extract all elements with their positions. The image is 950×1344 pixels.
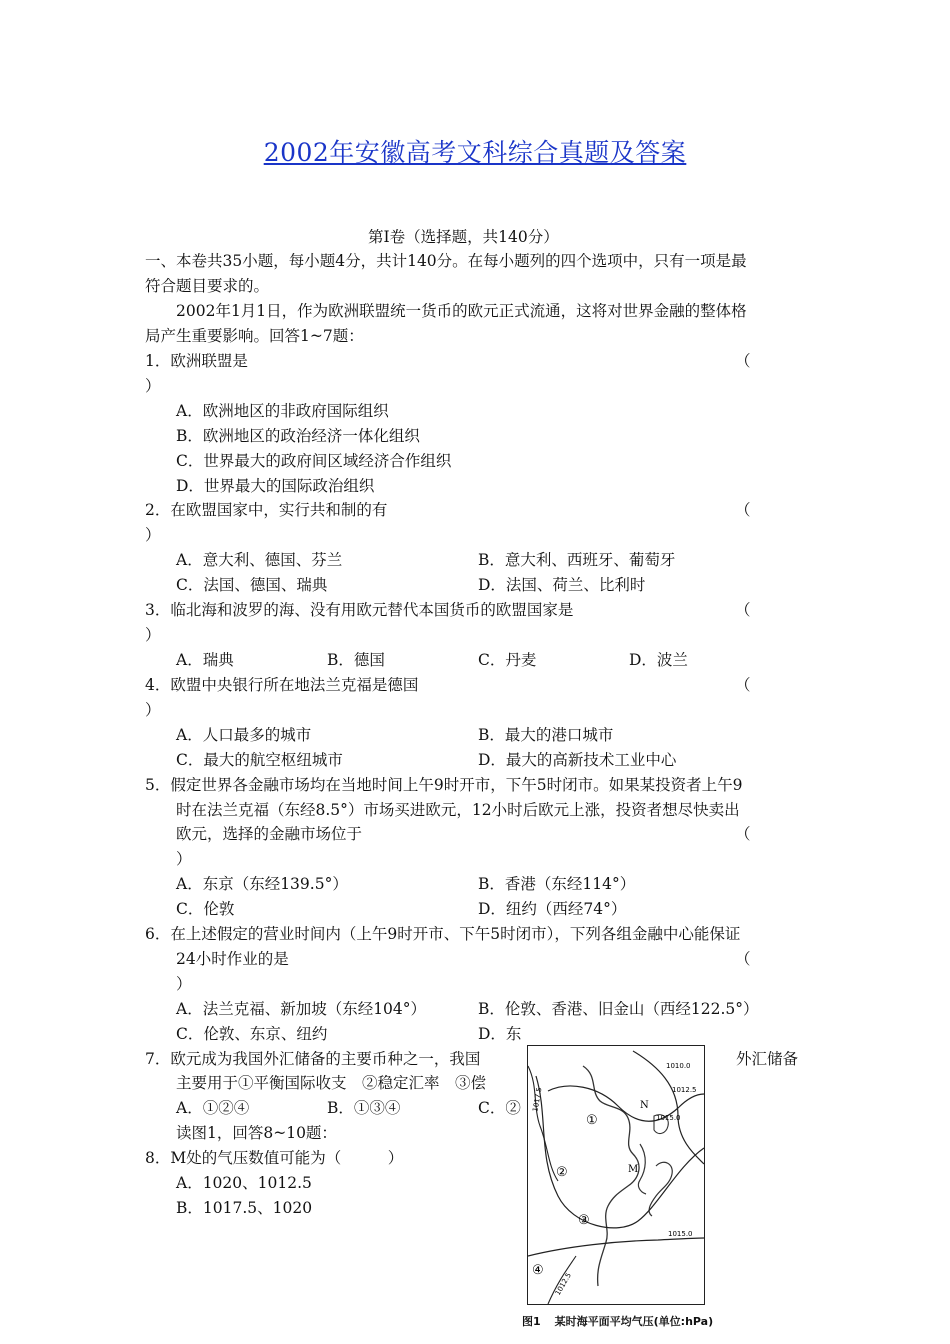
q1-paren-open: （ xyxy=(735,352,751,370)
isobar-label-1010: 1010.0 xyxy=(666,1062,691,1070)
q6-option-d: D．东 xyxy=(478,1025,522,1043)
q6-stem-line-2: 24小时作业的是 xyxy=(176,950,289,968)
figure-caption-number: 图1 xyxy=(522,1315,541,1328)
islands xyxy=(649,1162,672,1216)
point-4-label: ④ xyxy=(532,1263,544,1278)
isobar-label-1017-5: 1017.5 xyxy=(531,1086,544,1113)
q4-option-a: A．人口最多的城市 xyxy=(176,726,312,744)
q7-stem-line-1: 7．欧元成为我国外汇储备的主要币种之一，我国 xyxy=(145,1050,481,1068)
q5-stem-line-3: 欧元，选择的金融市场位于 xyxy=(176,825,363,843)
q6-option-b: B．伦敦、香港、旧金山（西经122.5°） xyxy=(478,1000,759,1018)
q3-option-d: D．波兰 xyxy=(629,651,688,669)
page-title: 2002年安徽高考文科综合真题及答案 xyxy=(263,138,687,167)
q7-option-c: C．② xyxy=(478,1099,521,1117)
q6-paren-close: ） xyxy=(176,975,192,993)
q7-stem-line-2: 主要用于①平衡国际收支 ②稳定汇率 ③偿 xyxy=(176,1074,487,1092)
point-1-label: ① xyxy=(586,1113,598,1128)
q4-option-d: D．最大的高新技术工业中心 xyxy=(478,751,677,769)
point-m-label: M xyxy=(628,1164,639,1175)
q5-paren-open: （ xyxy=(735,825,751,843)
q5-paren-close: ） xyxy=(176,850,192,868)
q1-option-c: C．世界最大的政府间区域经济合作组织 xyxy=(176,452,452,470)
q1-stem: 1．欧洲联盟是 xyxy=(145,352,248,370)
q2-stem: 2．在欧盟国家中，实行共和制的有 xyxy=(145,501,388,519)
coastline xyxy=(583,1066,639,1286)
q1-option-b: B．欧洲地区的政治经济一体化组织 xyxy=(176,427,420,445)
isobar-label-1015-b: 1015.0 xyxy=(668,1230,693,1238)
passage-line-1: 2002年1月1日，作为欧洲联盟统一货币的欧元正式流通，这将对世界金融的整体格 xyxy=(176,302,747,320)
q4-stem: 4．欧盟中央银行所在地法兰克福是德国 xyxy=(145,676,419,694)
q2-option-b: B．意大利、西班牙、葡萄牙 xyxy=(478,551,676,569)
q1-option-a: A．欧洲地区的非政府国际组织 xyxy=(176,402,389,420)
q6-paren-open: （ xyxy=(735,950,751,968)
isobar-map xyxy=(528,1046,704,1304)
q8-option-a: A．1020、1012.5 xyxy=(176,1174,312,1192)
q8-intro: 读图1，回答8~10题： xyxy=(176,1124,337,1142)
q2-paren-close: ） xyxy=(145,526,161,544)
isobar-1015-a xyxy=(536,1076,704,1228)
q7-stem-line-1-tail: 外汇储备 xyxy=(736,1050,799,1068)
q8-option-b: B．1017.5、1020 xyxy=(176,1199,313,1217)
q3-option-b: B．德国 xyxy=(327,651,385,669)
isobar-label-1012-5-b: 1012.5 xyxy=(553,1271,573,1297)
q6-stem-line-1: 6．在上述假定的营业时间内（上午9时开市、下午5时闭市），下列各组金融中心能保证 xyxy=(145,925,741,943)
q2-option-a: A．意大利、德国、芬兰 xyxy=(176,551,343,569)
q5-option-a: A．东京（东经139.5°） xyxy=(176,875,348,893)
q5-option-c: C．伦敦 xyxy=(176,900,235,918)
q3-option-a: A．瑞典 xyxy=(176,651,234,669)
point-2-label: ② xyxy=(556,1165,568,1180)
q1-option-d: D．世界最大的国际政治组织 xyxy=(176,477,375,495)
section-header: 第Ⅰ卷（选择题，共140分） xyxy=(368,228,559,246)
q5-stem-line-2: 时在法兰克福（东经8.5°）市场买进欧元，12小时后欧元上涨，投资者想尽快卖出 xyxy=(176,801,740,819)
q4-paren-open: （ xyxy=(735,676,751,694)
q1-paren-close: ） xyxy=(145,377,161,395)
q8-stem: 8．M处的气压数值可能为（ ） xyxy=(145,1149,404,1167)
isobar-label-1012-5: 1012.5 xyxy=(672,1086,697,1094)
q2-option-d: D．法国、荷兰、比利时 xyxy=(478,576,646,594)
q6-option-c: C．伦敦、东京、纽约 xyxy=(176,1025,328,1043)
isobar-label-1015: 1015.0 xyxy=(656,1114,681,1122)
isobar-map-figure xyxy=(527,1045,705,1305)
passage-line-2: 局产生重要影响。回答1~7题： xyxy=(145,327,364,345)
figure-caption xyxy=(522,1313,713,1329)
q7-option-a: A．①②④ xyxy=(176,1099,250,1117)
q4-option-b: B．最大的港口城市 xyxy=(478,726,614,744)
q5-stem-line-1: 5．假定世界各金融市场均在当地时间上午9时开市，下午5时闭市。如果某投资者上午9 xyxy=(145,776,743,794)
q5-option-b: B．香港（东经114°） xyxy=(478,875,636,893)
figure-caption-text: 某时海平面平均气压(单位:hPa) xyxy=(554,1315,714,1328)
q3-stem: 3．临北海和波罗的海、没有用欧元替代本国货币的欧盟国家是 xyxy=(145,601,574,619)
q2-option-c: C．法国、德国、瑞典 xyxy=(176,576,328,594)
q5-option-d: D．纽约（西经74°） xyxy=(478,900,627,918)
q4-paren-close: ） xyxy=(145,701,161,719)
instructions-line-2: 符合题目要求的。 xyxy=(145,277,270,295)
isobar-1015-b xyxy=(528,1238,704,1256)
q6-option-a: A．法兰克福、新加坡（东经104°） xyxy=(176,1000,427,1018)
q4-option-c: C．最大的航空枢纽城市 xyxy=(176,751,343,769)
point-3-label: ③ xyxy=(578,1213,590,1228)
q3-paren-open: （ xyxy=(735,601,751,619)
q7-option-b: B．①③④ xyxy=(327,1099,401,1117)
point-n-label: N xyxy=(640,1100,649,1111)
q3-paren-close: ） xyxy=(145,626,161,644)
instructions-line-1: 一、本卷共35小题，每小题4分，共计140分。在每小题列的四个选项中，只有一项是最 xyxy=(145,252,747,270)
q3-option-c: C．丹麦 xyxy=(478,651,537,669)
q2-paren-open: （ xyxy=(735,501,751,519)
